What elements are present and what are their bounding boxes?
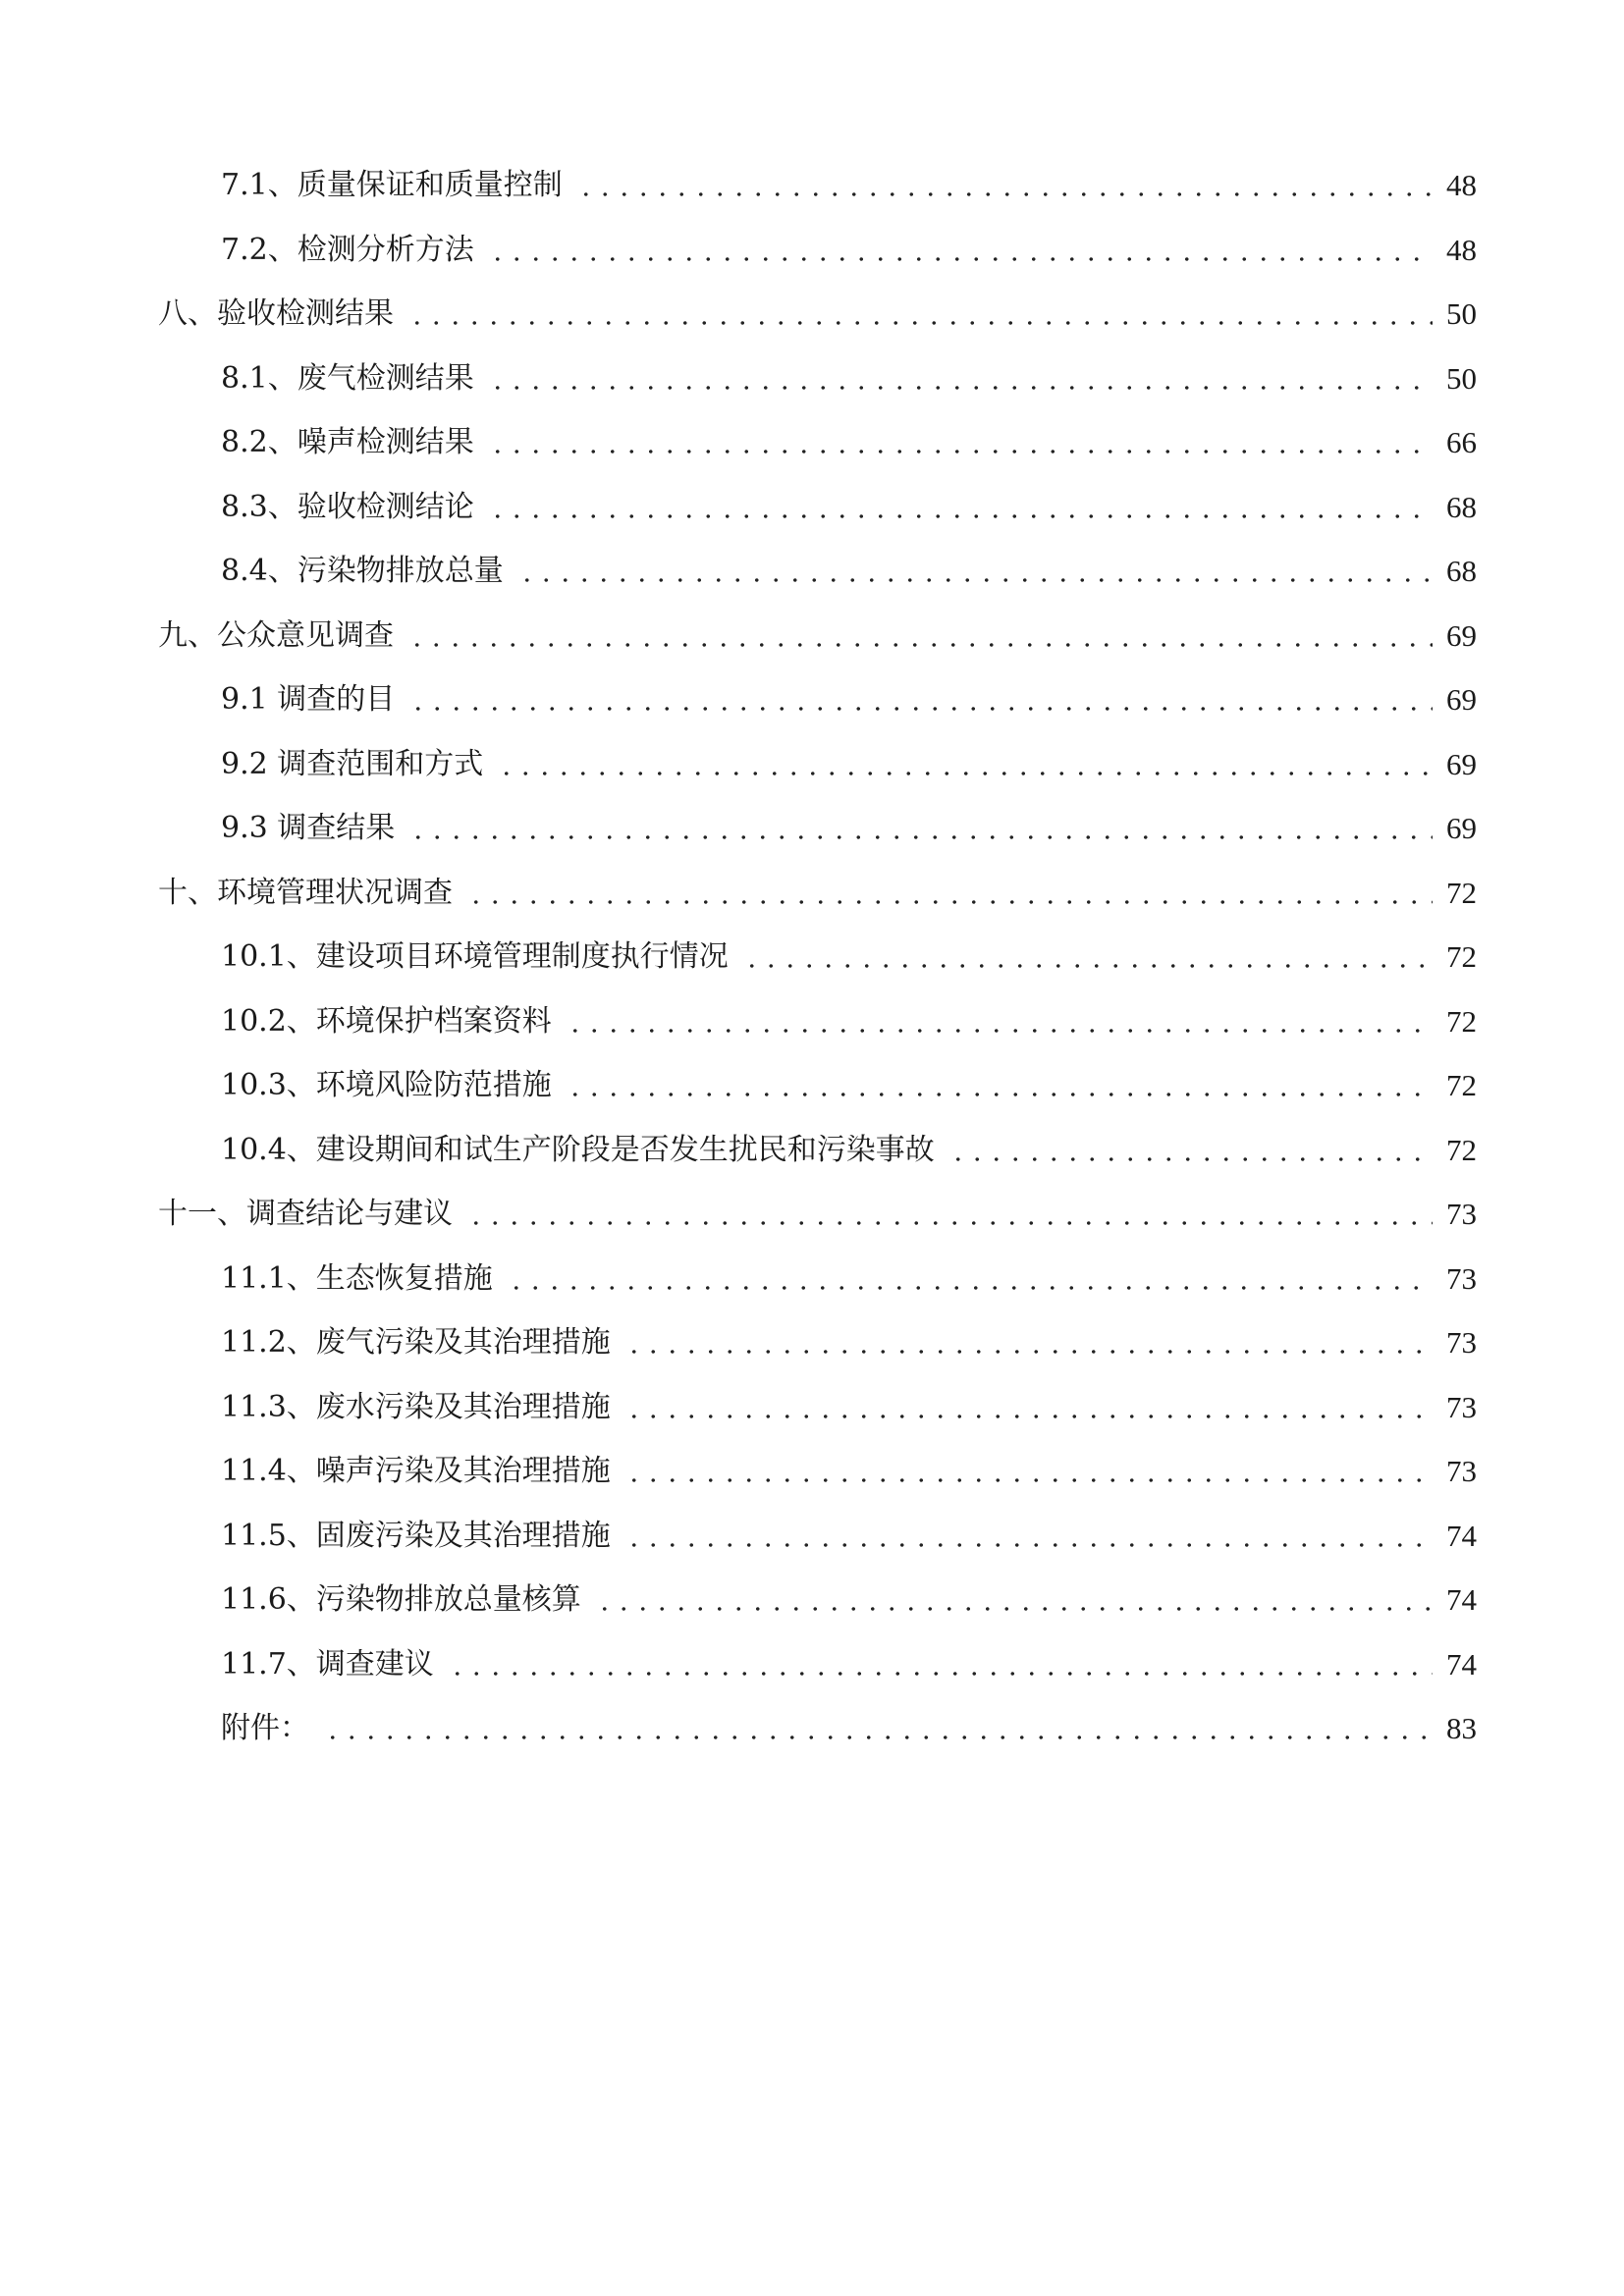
toc-entry-page: 50 [1446,296,1477,331]
toc-entry-title: 11.2、废气污染及其治理措施 [221,1325,611,1360]
toc-dot-leader [624,1415,1433,1418]
toc-dot-leader [517,578,1433,582]
toc-entry-10-2[interactable] [221,993,1477,1042]
toc-entry-7-1[interactable] [221,157,1477,206]
toc-entry-page: 72 [1446,876,1477,910]
toc-entry-page: 69 [1446,618,1477,653]
toc-entry-title: 9.3 调查结果 [221,811,396,845]
toc-entry-11-4[interactable] [221,1443,1477,1492]
toc-entry-page: 83 [1446,1711,1477,1745]
toc-dot-leader [595,1607,1433,1611]
toc-entry-page: 48 [1446,168,1477,202]
toc-entry-10-1[interactable] [221,929,1477,978]
toc-entry-title: 11.7、调查建议 [221,1647,434,1682]
toc-entry-7-2[interactable] [221,222,1477,271]
toc-entry-appendix[interactable] [221,1700,1477,1749]
toc-entry-title: 11.3、废水污染及其治理措施 [221,1390,611,1424]
toc-dot-leader [488,514,1433,518]
toc-entry-11-7[interactable] [221,1636,1477,1685]
toc-dot-leader [742,964,1433,968]
toc-entry-title: 8.3、验收检测结论 [221,490,474,524]
toc-entry-title: 7.1、质量保证和质量控制 [221,168,563,202]
toc-entry-chapter-11[interactable] [158,1186,1477,1235]
toc-entry-page: 74 [1446,1647,1477,1682]
toc-entry-page: 48 [1446,233,1477,267]
toc-dot-leader [448,1672,1433,1676]
toc-entry-9-1[interactable] [221,671,1477,721]
toc-entry-title: 11.5、固废污染及其治理措施 [221,1519,611,1553]
toc-dot-leader [323,1735,1433,1739]
toc-entry-title: 8.2、噪声检测结果 [221,425,474,459]
toc-entry-title: 10.3、环境风险防范措施 [221,1068,552,1102]
toc-entry-page: 66 [1446,425,1477,459]
toc-entry-title: 8.4、污染物排放总量 [221,554,504,588]
toc-dot-leader [408,707,1433,711]
toc-dot-leader [408,835,1433,839]
toc-entry-title: 九、公众意见调查 [158,618,394,653]
toc-entry-page: 73 [1446,1454,1477,1488]
toc-dot-leader [566,1093,1433,1096]
toc-entry-8-3[interactable] [221,479,1477,528]
toc-entry-title: 7.2、检测分析方法 [221,233,474,267]
toc-entry-title: 11.1、生态恢复措施 [221,1261,493,1296]
toc-entry-10-3[interactable] [221,1057,1477,1106]
toc-entry-title: 9.2 调查范围和方式 [221,747,484,781]
toc-entry-page: 74 [1446,1519,1477,1553]
toc-entry-chapter-10[interactable] [158,865,1477,914]
toc-entry-title: 八、验收检测结果 [158,296,394,331]
toc-entry-title: 附件： [221,1711,309,1745]
toc-entry-page: 73 [1446,1325,1477,1360]
toc-entry-chapter-8[interactable] [158,286,1477,335]
toc-entry-title: 11.4、噪声污染及其治理措施 [221,1454,611,1488]
toc-dot-leader [576,192,1433,196]
toc-entry-page: 68 [1446,490,1477,524]
toc-entry-page: 50 [1446,361,1477,396]
toc-entry-11-1[interactable] [221,1251,1477,1300]
toc-entry-page: 72 [1446,1004,1477,1039]
toc-entry-page: 74 [1446,1582,1477,1617]
toc-entry-9-2[interactable] [221,736,1477,785]
toc-entry-page: 72 [1446,1133,1477,1167]
toc-dot-leader [624,1350,1433,1354]
toc-entry-8-2[interactable] [221,414,1477,463]
toc-dot-leader [566,1029,1433,1033]
toc-dot-leader [407,643,1433,647]
toc-dot-leader [488,257,1433,261]
toc-entry-title: 8.1、废气检测结果 [221,361,474,396]
toc-dot-leader [624,1478,1433,1482]
toc-entry-11-3[interactable] [221,1379,1477,1428]
toc-dot-leader [488,450,1433,454]
toc-entry-10-4[interactable] [221,1122,1477,1171]
toc-entry-11-6[interactable] [221,1572,1477,1621]
toc-entry-page: 69 [1446,811,1477,845]
toc-entry-chapter-9[interactable] [158,608,1477,657]
toc-dot-leader [624,1543,1433,1547]
toc-dot-leader [948,1157,1433,1161]
toc-entry-8-4[interactable] [221,543,1477,592]
toc-entry-page: 72 [1446,939,1477,974]
toc-entry-page: 72 [1446,1068,1477,1102]
toc-entry-11-2[interactable] [221,1314,1477,1363]
toc-entry-title: 十、环境管理状况调查 [158,876,453,910]
toc-entry-title: 9.1 调查的目 [221,682,396,717]
toc-dot-leader [407,321,1433,325]
toc-entry-title: 十一、调查结论与建议 [158,1197,453,1231]
toc-entry-title: 10.4、建设期间和试生产阶段是否发生扰民和污染事故 [221,1133,935,1167]
toc-entry-page: 73 [1446,1261,1477,1296]
toc-dot-leader [466,1221,1433,1225]
toc-entry-9-3[interactable] [221,800,1477,849]
toc-entry-title: 10.2、环境保护档案资料 [221,1004,552,1039]
toc-dot-leader [488,386,1433,390]
toc-entry-page: 68 [1446,554,1477,588]
toc-dot-leader [466,900,1433,904]
toc-entry-page: 73 [1446,1390,1477,1424]
toc-entry-page: 73 [1446,1197,1477,1231]
toc-entry-page: 69 [1446,682,1477,717]
toc-dot-leader [507,1286,1433,1290]
toc-entry-11-5[interactable] [221,1508,1477,1557]
toc-entry-page: 69 [1446,747,1477,781]
toc-entry-title: 10.1、建设项目环境管理制度执行情况 [221,939,729,974]
toc-dot-leader [497,772,1433,775]
toc-entry-title: 11.6、污染物排放总量核算 [221,1582,581,1617]
toc-entry-8-1[interactable] [221,350,1477,400]
